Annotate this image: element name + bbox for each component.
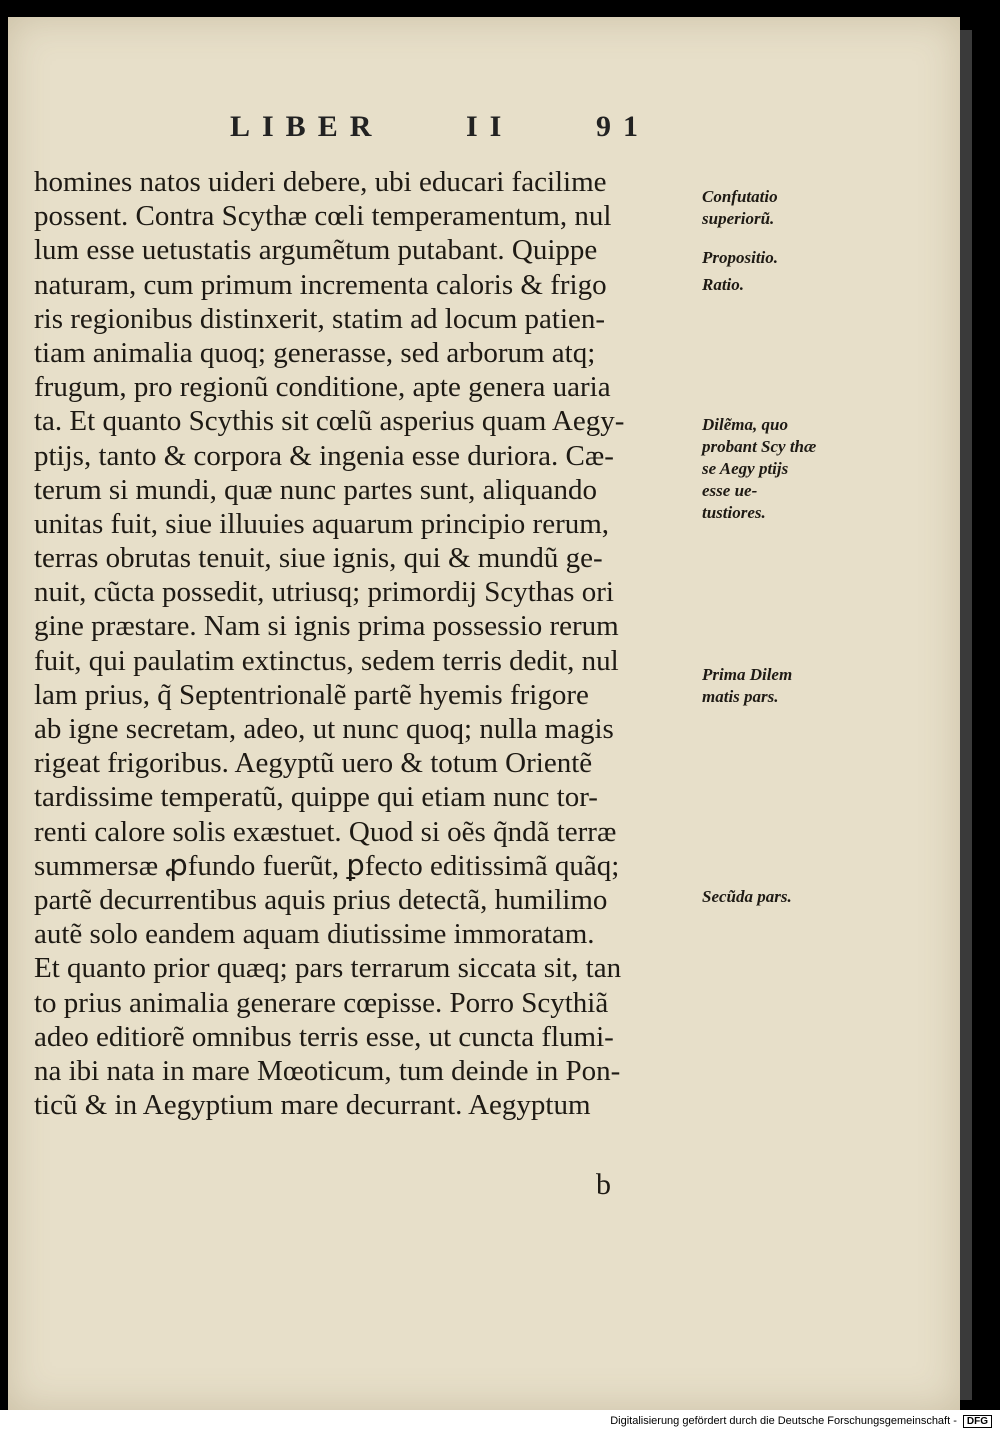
- text-line: Et quanto prior quæq; pars terrarum siccata sit, tan: [34, 952, 622, 985]
- folio-number: 91: [595, 110, 650, 143]
- text-line: renti calore solis exæstuet. Quod si oẽs q̃ndã terræ: [34, 815, 617, 848]
- text-line: adeo editiorẽ omnibus terris esse, ut cuncta flumi-: [34, 1020, 614, 1053]
- text-line: fuit, qui paulatim extinctus, sedem terris dedit, nul: [34, 644, 619, 677]
- margin-note-propositio: Propositio.: [702, 248, 779, 267]
- book-number: II: [466, 110, 514, 143]
- footer-bar: [0, 1410, 1000, 1432]
- margin-note-prima-pars: Prima Dilem matis pars.: [702, 665, 793, 706]
- text-line: rigeat frigoribus. Aegyptũ uero & totum Orientẽ: [34, 747, 593, 780]
- page-edge: [960, 30, 972, 1400]
- text-line: lam prius, q̃ Septentrionalẽ partẽ hyemis frigore: [34, 678, 589, 711]
- margin-note-secunda-pars: Secũda pars.: [702, 887, 792, 906]
- text-line: tardissime temperatũ, quippe qui etiam nunc tor-: [34, 781, 598, 814]
- text-line: autẽ solo eandem aquam diutissime immoratam.: [34, 918, 595, 951]
- margin-note-confutatio: Confutatio superiorũ.: [702, 187, 778, 228]
- text-line: possent. Contra Scythæ cœli temperamentum, nul: [34, 200, 612, 233]
- text-line: frugum, pro regionũ conditione, apte genera uaria: [34, 371, 611, 404]
- running-header: [230, 110, 650, 144]
- text-line: tiam animalia quoq; generasse, sed arborum atq;: [34, 336, 596, 369]
- text-line: na ibi nata in mare Mœoticum, tum deinde in Pon-: [34, 1054, 621, 1087]
- text-line: ab igne secretam, adeo, ut nunc quoq; nulla magis: [34, 713, 614, 745]
- footer-credit: Digitalisierung gefördert durch die Deutsche Forschungsgemeinschaft -: [610, 1415, 957, 1427]
- text-line: ptijs, tanto & corpora & ingenia esse duriora. Cæ-: [34, 439, 614, 472]
- text-line: homines natos uideri debere, ubi educari facilime: [34, 166, 607, 198]
- text-line: ris regionibus distinxerit, statim ad locum patien-: [34, 302, 606, 335]
- body-text: [34, 165, 694, 1122]
- text-line: ticũ & in Aegyptium mare decurrant. Aegyptum: [34, 1089, 591, 1122]
- text-line: lum esse uetustatis argumẽtum putabant. Quippe: [34, 234, 598, 267]
- running-title: LIBER: [230, 110, 384, 143]
- text-line: ta. Et quanto Scythis sit cœlũ asperius quam Aegy-: [34, 405, 625, 438]
- text-line: summersæ ꝓfundo fuerũt, ꝑfecto editissimã quãq;: [34, 849, 620, 882]
- margin-note-dilemma: Dilẽma, quo probant Scy thæ se Aegy ptijs esse ue- tustiores.: [702, 415, 817, 522]
- text-line: partẽ decurrentibus aquis prius detectã, humilimo: [34, 883, 608, 916]
- margin-note-ratio: Ratio.: [702, 275, 745, 294]
- text-line: unitas fuit, siue illuuies aquarum principio rerum,: [34, 507, 610, 540]
- text-line: nuit, cũcta possedit, utriusq; primordij Scythas ori: [34, 576, 614, 609]
- text-line: to prius animalia generare cœpisse. Porro Scythiã: [34, 986, 609, 1019]
- text-line: terum si mundi, quæ nunc partes sunt, aliquando: [34, 473, 598, 506]
- text-line: terras obrutas tenuit, siue ignis, qui & mundũ ge-: [34, 542, 603, 575]
- dfg-logo: DFG: [963, 1415, 992, 1428]
- text-line: gine præstare. Nam si ignis prima possessio rerum: [34, 610, 619, 643]
- text-line: naturam, cum primum incrementa caloris & frigo: [34, 268, 607, 301]
- signature-mark: b: [596, 1168, 611, 1201]
